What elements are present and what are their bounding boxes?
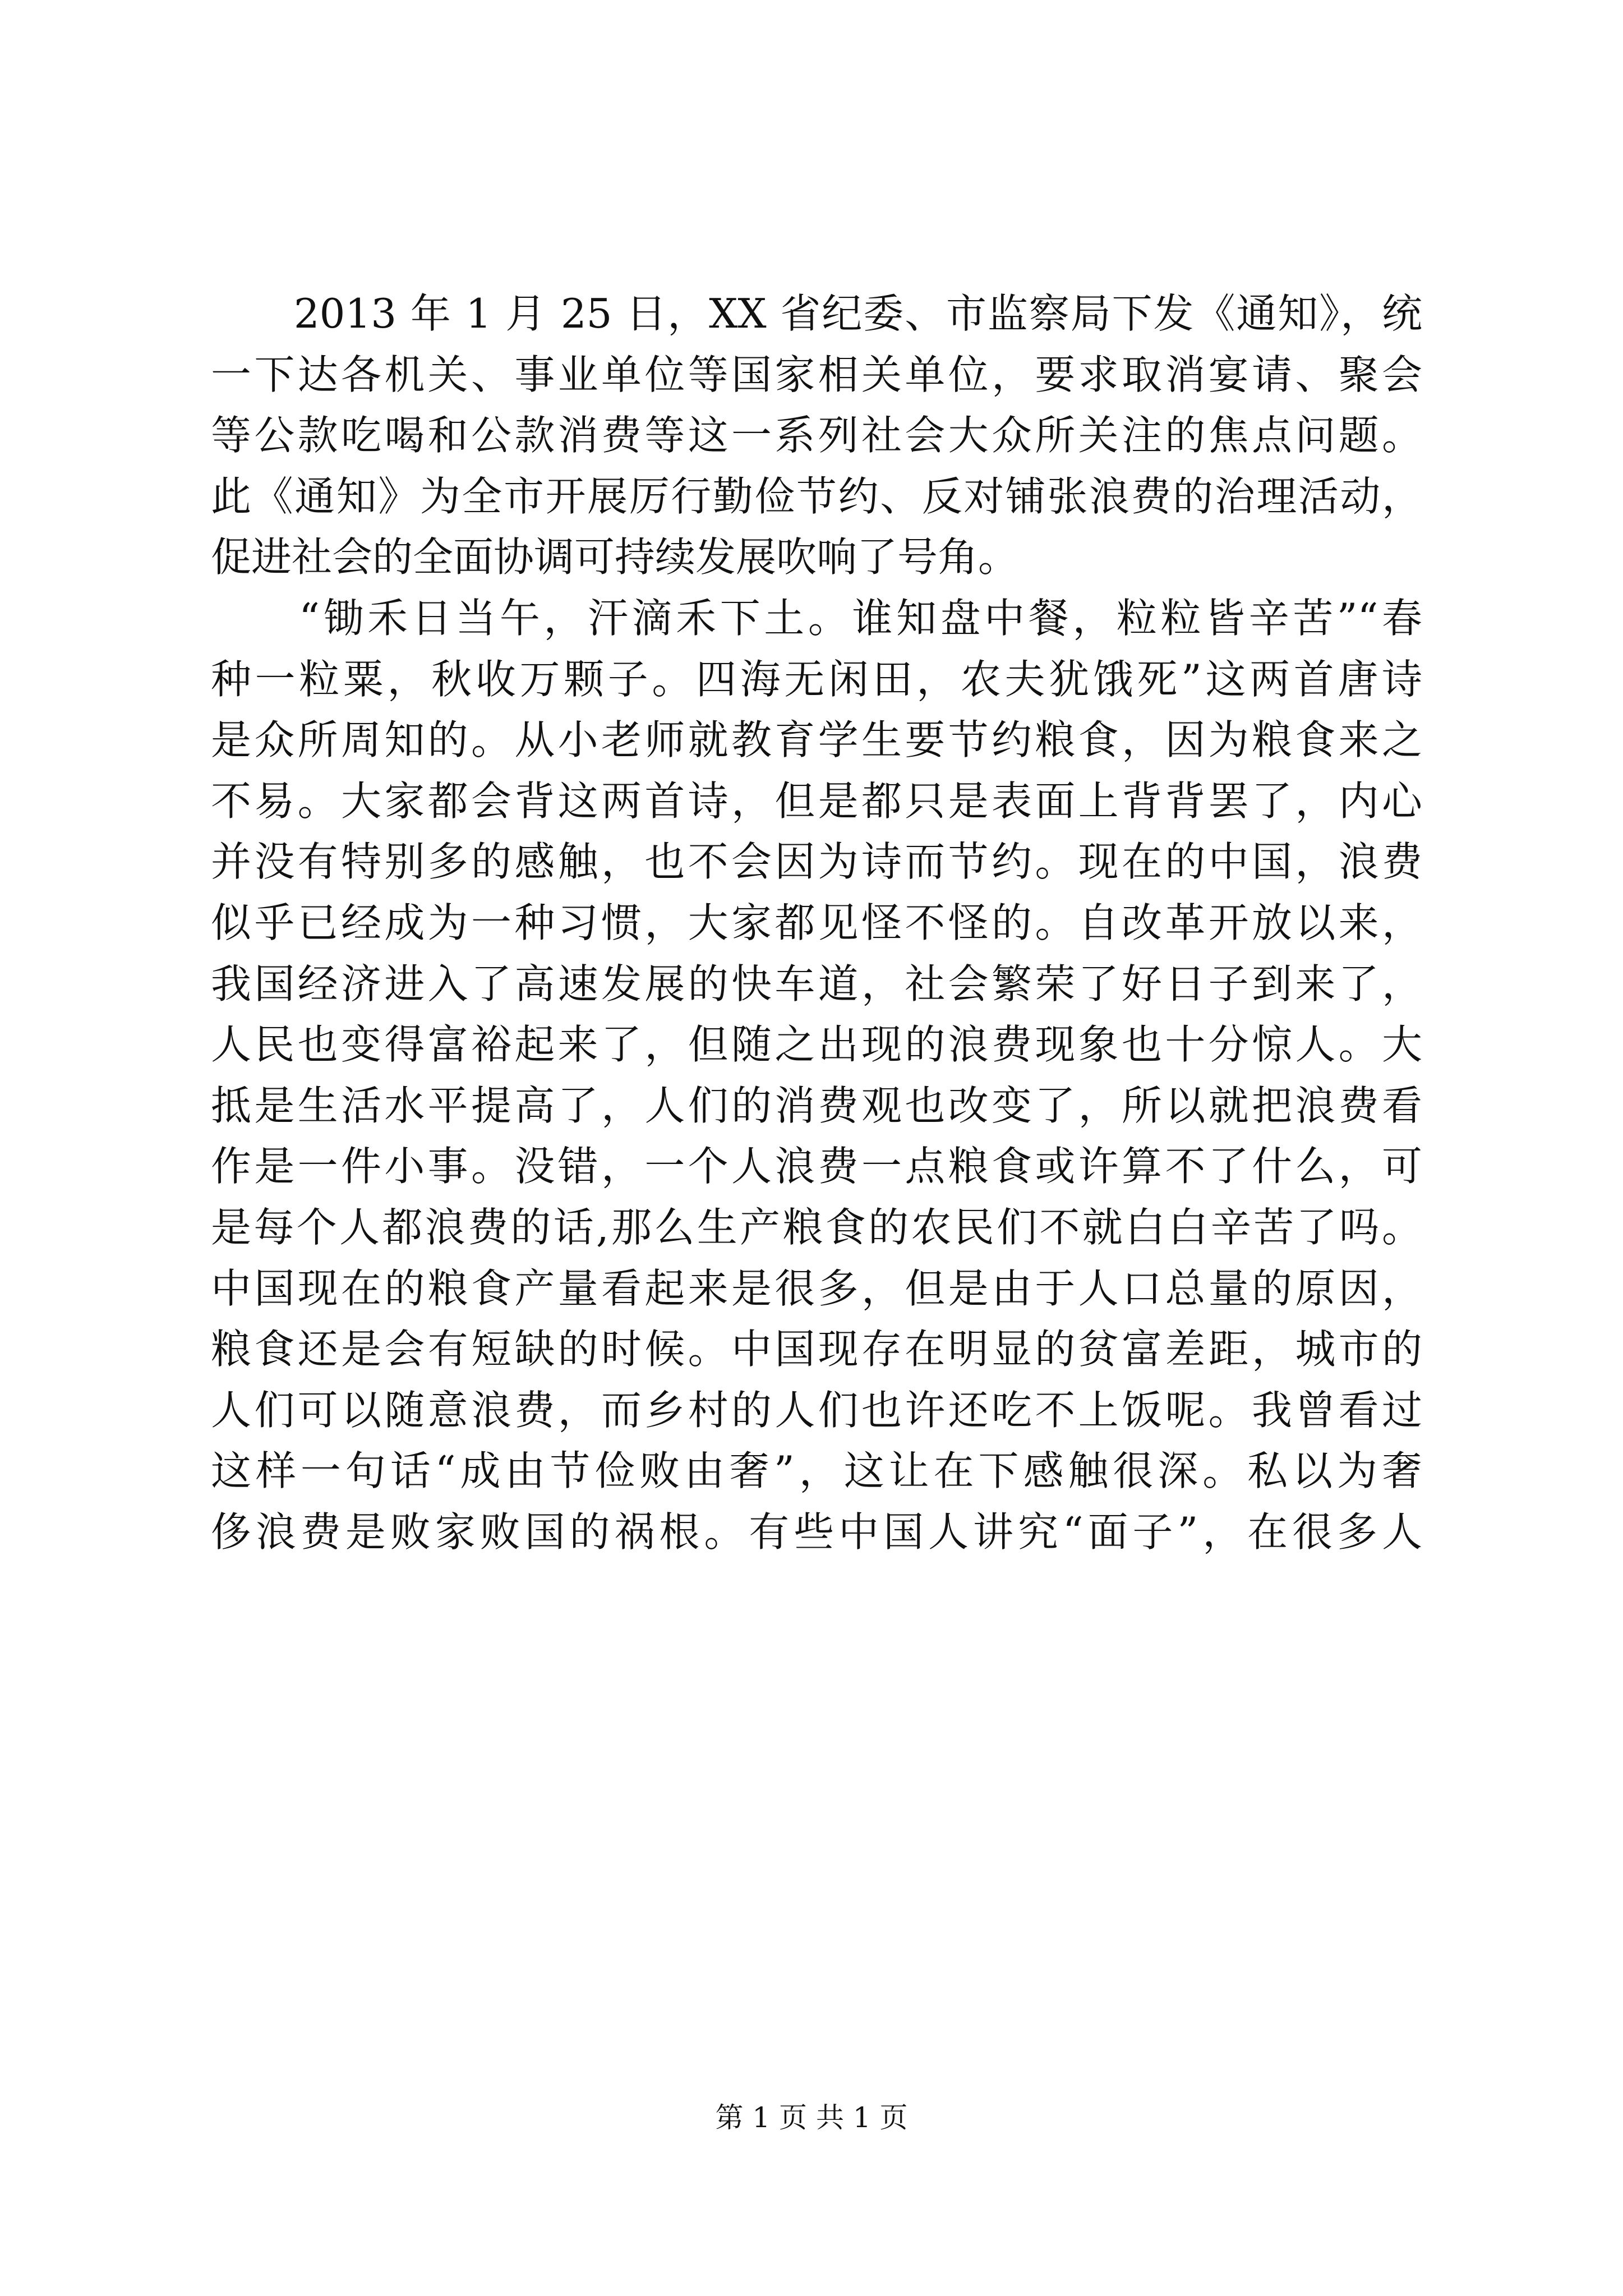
paragraph-2-line-9: 抵是生活水平提高了，人们的消费观也改变了，所以就把浪费看 bbox=[211, 1082, 1422, 1129]
paragraph-2-line-10: 作是一件小事。没错，一个人浪费一点粮食或许算不了什么，可 bbox=[211, 1143, 1422, 1190]
paragraph-2-line-7: 我国经济进入了高速发展的快车道，社会繁荣了好日子到来了， bbox=[211, 960, 1422, 1007]
paragraph-1-line-1: 2013 年 1 月 25 日，XX 省纪委、市监察局下发《通知》，统 bbox=[211, 290, 1422, 337]
paragraph-2-line-2: 种一粒粟，秋收万颗子。四海无闲田，农夫犹饿死”这两首唐诗 bbox=[211, 655, 1422, 703]
paragraph-2-line-11: 是每个人都浪费的话,那么生产粮食的农民们不就白白辛苦了吗。 bbox=[211, 1203, 1422, 1251]
paragraph-2-line-16: 侈浪费是败家败国的祸根。有些中国人讲究“面子”，在很多人 bbox=[211, 1508, 1422, 1556]
paragraph-1-line-4: 此《通知》为全市开展厉行勤俭节约、反对铺张浪费的治理活动， bbox=[211, 472, 1422, 520]
paragraph-1-line-3: 等公款吃喝和公款消费等这一系列社会大众所关注的焦点问题。 bbox=[211, 412, 1422, 459]
paragraph-2-line-3: 是众所周知的。从小老师就教育学生要节约粮食，因为粮食来之 bbox=[211, 716, 1422, 764]
page-number-footer: 第 1 页 共 1 页 bbox=[715, 2101, 908, 2134]
paragraph-2-line-14: 人们可以随意浪费，而乡村的人们也许还吃不上饭呢。我曾看过 bbox=[211, 1386, 1422, 1434]
paragraph-2-line-4: 不易。大家都会背这两首诗，但是都只是表面上背背罢了，内心 bbox=[211, 777, 1422, 825]
paragraph-2-line-8: 人民也变得富裕起来了，但随之出现的浪费现象也十分惊人。大 bbox=[211, 1021, 1422, 1069]
paragraph-2-line-12: 中国现在的粮食产量看起来是很多，但是由于人口总量的原因， bbox=[211, 1264, 1422, 1312]
paragraph-1-line-5: 促进社会的全面协调可持续发展吹响了号角。 bbox=[211, 533, 1019, 581]
paragraph-2-line-1: “锄禾日当午，汗滴禾下土。谁知盘中餐，粒粒皆辛苦”“春 bbox=[211, 594, 1422, 642]
paragraph-2-line-5: 并没有特别多的感触，也不会因为诗而节约。现在的中国，浪费 bbox=[211, 838, 1422, 886]
document-body bbox=[211, 283, 1422, 1562]
paragraph-1-line-2: 一下达各机关、事业单位等国家相关单位，要求取消宴请、聚会 bbox=[211, 351, 1422, 398]
paragraph-2-line-15: 这样一句话“成由节俭败由奢”，这让在下感触很深。私以为奢 bbox=[211, 1447, 1422, 1495]
paragraph-2-line-6: 似乎已经成为一种习惯，大家都见怪不怪的。自改革开放以来， bbox=[211, 899, 1422, 946]
paragraph-2-line-13: 粮食还是会有短缺的时候。中国现存在明显的贫富差距，城市的 bbox=[211, 1326, 1422, 1373]
